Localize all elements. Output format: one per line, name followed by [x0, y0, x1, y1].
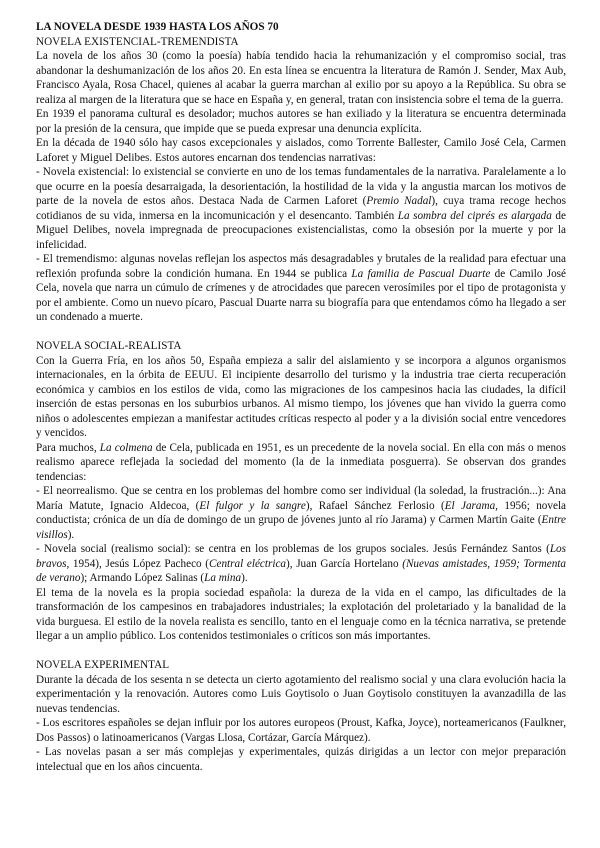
text-segment: de Camilo José Cela, novela que narra un cúmulo de crímenes y de atrocidades que parecen verosímiles por el tipo de protagonista y por el ambiente. Como un nuevo pícaro, Pascual Duarte narra su biografía para que entendamos cómo ha llegado a ser un condenado a muerte.: [36, 267, 566, 323]
paragraph: [36, 542, 566, 586]
text-segment: 1956; novela conductista; crónica de un día de domingo de un grupo de jóvenes junto al río Jarama) y Carmen Martín Gaite (: [36, 499, 567, 526]
section-spacer: [36, 325, 566, 340]
text-segment: 1954), Jesús López Pacheco (: [69, 557, 210, 570]
document-body: [36, 35, 566, 775]
italic-title: (Nuevas amistades, 1959; Tormenta de verano: [36, 557, 566, 584]
italic-title: La colmena: [99, 441, 153, 454]
text-segment: En 1939 el panorama cultural es desolador; muchos autores se han exiliado y la literatura se encuentra determinada por la presión de la censura, que impide que se pueda expresar una denuncia explícita.: [36, 108, 566, 135]
text-segment: ).: [241, 572, 248, 584]
paragraph: [36, 673, 566, 717]
text-segment: Durante la década de los sesenta n se detecta un cierto agotamiento del realismo social y una clara evolución hacia la experimentación y la renovación. Autores como Luis Goytisolo o Juan Goytisolo constituyen la avanzadilla de las nuevas tendencias.: [36, 673, 566, 715]
text-segment: ), Juan García Hortelano: [286, 557, 403, 570]
paragraph: [36, 745, 566, 774]
text-segment: ), Rafael Sánchez Ferlosio (: [305, 499, 445, 512]
paragraph: [36, 49, 566, 107]
text-segment: El tema de la novela es la propia sociedad española: la dureza de la vida en el campo, las dificultades de la transformación de los campesinos en trabajadores industriales; la explotación del proletariado y la banalidad de la vida burguesa. El estilo de la novela realista es sencillo, tanto en el lenguaje como en la técnica narrativa, se pretende llegar a un amplio público. Los contenidos testimoniales o críticos son más importantes.: [36, 586, 566, 642]
text-segment: ).: [67, 528, 75, 541]
text-segment: - Novela existencial: lo existencial se convierte en uno de los temas fundamentales de la narrativa. Paralelamente a lo que ocurre en la poesía desarraigada, la desorientación, la hostilidad de la vida y la angustia marcan los motivos de parte de la novela de estos años. Destaca Nada de Carmen Laforet (: [36, 166, 566, 207]
paragraph: [36, 136, 566, 165]
section-spacer: [36, 644, 566, 659]
text-segment: ); Armando López Salinas (: [80, 572, 205, 584]
italic-title: Entre visillos: [36, 514, 566, 541]
text-segment: Con la Guerra Fría, en los años 50, España empieza a salir del aislamiento y se incorpora a algunos organismos internacionales, en la órbita de EEUU. El incipiente desarrollo del turismo y la industria trae cierta recuperación económica y cambios en los estilos de vida, como las migraciones de los campesinos hacia las ciudades, la difícil inserción de estas personas en los suburbios urbanos. Al mismo tiempo, los jóvenes que han vivido la guerra como niños o adolescentes empiezan a manifestar actitudes críticas respecto al poder y a la división social entre vencedores y vencidos.: [36, 354, 566, 439]
text-segment: En la década de 1940 sólo hay casos excepcionales y aislados, como Torrente Ballester, Camilo José Cela, Carmen Laforet y Miguel Delibes. Estos autores encarnan dos tendencias narrativas:: [36, 137, 566, 164]
paragraph: [36, 252, 566, 325]
paragraph: [36, 354, 566, 441]
text-segment: ), cuya trama recoge hechos cotidianos de su vida, inmersa en la incomunicación y el desencanto. También: [36, 195, 566, 222]
text-segment: - El tremendismo: algunas novelas reflejan los aspectos más desagradables y brutales de la realidad para efectuar una reflexión profunda sobre la condición humana. En 1944 se publica: [36, 253, 566, 280]
text-segment: La novela de los años 30 (como la poesía) había tendido hacia la rehumanización y el compromiso social, tras abandonar la deshumanización de los años 20. En esta línea se encuentra la literatura de Ramón J. Sender, Max Aub, Francisco Ayala, Rosa Chacel, quienes al acabar la guerra marchan al exilio por su apoyo a la República. Su obra se realiza al margen de la literatura que se hace en España y, en general, tratan con insistencia sobre el tema de la guerra.: [36, 50, 566, 106]
text-segment: Para muchos,: [36, 441, 100, 454]
section-heading: NOVELA EXISTENCIAL-TREMENDISTA: [36, 35, 239, 48]
section-heading: NOVELA SOCIAL-REALISTA: [36, 340, 182, 352]
paragraph: [36, 586, 566, 644]
paragraph: [36, 716, 566, 745]
paragraph: [36, 484, 566, 542]
paragraph: [36, 441, 566, 485]
text-segment: de Cela, publicada en 1951, es un precedente de la novela social. En ella con más o menos realismo aparece reflejada la sociedad del momento (la de la inmediata posguerra). Se observan dos grandes tendencias:: [36, 441, 566, 483]
italic-title: La sombra del ciprés es alargada: [397, 209, 552, 222]
italic-title: Premio Nadal: [366, 195, 432, 207]
italic-title: La familia de Pascual Duarte: [351, 267, 491, 280]
paragraph: [36, 107, 566, 136]
paragraph: [36, 165, 566, 252]
text-segment: - Novela social (realismo social): se centra en los problemas de los grupos sociales. Jesús Fernández Santos (: [36, 543, 550, 555]
italic-title: El fulgor y la sangre: [199, 499, 306, 512]
text-segment: - Los escritores españoles se dejan influir por los autores europeos (Proust, Kafka, Joyce), norteamericanos (Faulkner, Dos Passos) o latinoamericanos (Vargas Llosa, Cortázar, García Márquez).: [36, 717, 566, 744]
italic-title: Central eléctrica: [209, 557, 287, 570]
italic-title: La mina: [204, 572, 242, 584]
italic-title: El Jarama,: [444, 499, 498, 512]
document-title: LA NOVELA DESDE 1939 HASTA LOS AÑOS 70: [36, 21, 279, 33]
text-segment: - El neorrealismo. Que se centra en los problemas del hombre como ser individual (la soledad, la frustración...): Ana María Matute, Ignacio Aldecoa, (: [36, 485, 566, 512]
text-segment: - Las novelas pasan a ser más complejas y experimentales, quizás dirigidas a un lector con mejor preparación intelectual que en los años cincuenta.: [36, 746, 566, 773]
document-page: [36, 20, 566, 774]
section-heading: NOVELA EXPERIMENTAL: [36, 659, 170, 671]
italic-title: Los bravos,: [36, 543, 566, 570]
text-segment: de Miguel Delibes, novela impregnada de preocupaciones existencialistas, como la obsesión por la muerte y por la infelicidad.: [36, 209, 566, 251]
